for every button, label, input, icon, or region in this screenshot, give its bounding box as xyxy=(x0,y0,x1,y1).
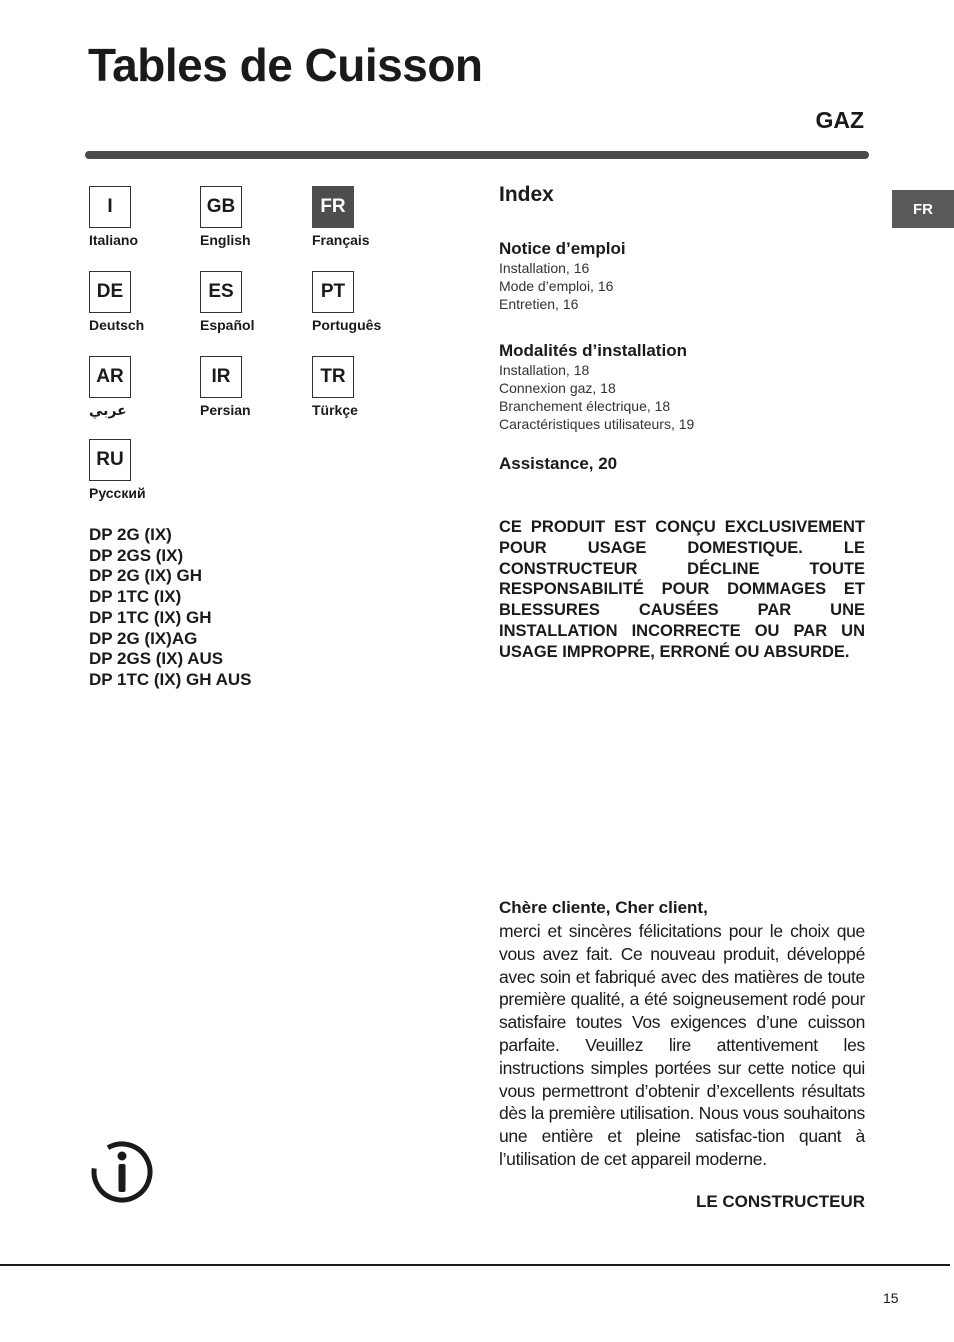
letter-signature: LE CONSTRUCTEUR xyxy=(695,1192,865,1211)
index-entry[interactable]: Installation, 16 xyxy=(499,260,590,276)
letter-body: merci et sincères félicitations pour le choix que vous avez fait. Ce nouveau produit, développé avec soin et fabriqué avec des matières de toute première qualité, a été soigneusement rodé pour satisfaire toutes Vos exigences d’une cuisson parfaite. Veuillez lire attentivement les instructions simples portées sur cette notice qui vous permettront d’obtenir d’excellents résultats dès la première utilisation. Nous vous souhaitons une entière et pleine satisfac-tion quant à l’utilisation de cet appareil moderne. xyxy=(499,921,865,1169)
index-section-title[interactable]: Assistance, 20 xyxy=(499,454,618,473)
language-option-ru[interactable] xyxy=(89,439,189,501)
customer-letter xyxy=(499,898,865,1171)
index-entry[interactable]: Branchement électrique, 18 xyxy=(499,398,671,414)
model-item: DP 1TC (IX) GH AUS xyxy=(89,669,252,689)
language-option-ir[interactable] xyxy=(200,356,300,418)
index-section-title[interactable]: Modalités d’installation xyxy=(499,341,687,360)
current-language-tab: FR xyxy=(892,190,954,228)
language-name: Deutsch xyxy=(89,317,145,333)
index-entry[interactable]: Installation, 18 xyxy=(499,362,590,378)
language-option-tr[interactable] xyxy=(312,356,412,418)
index-section xyxy=(499,239,865,313)
language-option-gb[interactable] xyxy=(200,186,300,248)
language-option-ar[interactable] xyxy=(89,356,189,419)
language-option-pt[interactable] xyxy=(312,271,412,333)
model-item: DP 2GS (IX) AUS xyxy=(89,649,224,669)
language-option-de[interactable] xyxy=(89,271,189,333)
language-name: Türkçe xyxy=(312,402,358,418)
language-code: RU xyxy=(89,439,131,481)
language-code: DE xyxy=(89,271,131,313)
footer-divider xyxy=(0,1264,950,1266)
model-item: DP 2G (IX) GH xyxy=(89,566,203,586)
language-option-es[interactable] xyxy=(200,271,300,333)
product-type: GAZ xyxy=(815,107,864,133)
index-heading: Index xyxy=(499,183,554,206)
language-code: I xyxy=(89,186,131,228)
language-name: Français xyxy=(312,232,370,248)
language-code: FR xyxy=(312,186,354,228)
model-item: DP 2GS (IX) xyxy=(89,545,184,565)
model-item: DP 1TC (IX) xyxy=(89,587,182,607)
language-name: عربي xyxy=(89,402,127,418)
letter-greeting: Chère cliente, Cher client, xyxy=(499,898,708,917)
page-number: 15 xyxy=(883,1290,899,1306)
page-title: Tables de Cuisson xyxy=(88,39,483,91)
header-divider xyxy=(85,151,869,159)
language-code: PT xyxy=(312,271,354,313)
index-section xyxy=(499,341,865,433)
warning-notice: CE PRODUIT EST CONÇU EXCLUSIVEMENT POUR USAGE DOMESTIQUE. LE CONSTRUCTEUR DÉCLINE TOUTE RESPONSABILITÉ POUR DOMMAGES ET BLESSURES CAUSÉES PAR UNE INSTALLATION INCORRECTE OU PAR UN USAGE IMPROPRE, ERRONÉ OU ABSURDE. xyxy=(499,518,865,661)
language-code: ES xyxy=(200,271,242,313)
index-section-title[interactable]: Notice d’emploi xyxy=(499,239,626,258)
language-name: Português xyxy=(312,317,382,333)
language-name: Italiano xyxy=(89,232,139,248)
index-entry[interactable]: Mode d’emploi, 16 xyxy=(499,278,614,294)
model-item: DP 2G (IX) xyxy=(89,525,172,544)
index-entry[interactable]: Entretien, 16 xyxy=(499,296,579,312)
language-option-fr[interactable] xyxy=(312,186,412,248)
index-entry[interactable]: Connexion gaz, 18 xyxy=(499,380,616,396)
language-code: IR xyxy=(200,356,242,398)
model-item: DP 2G (IX)AG xyxy=(89,628,198,648)
index-entry[interactable]: Caractéristiques utilisateurs, 19 xyxy=(499,416,695,432)
model-list xyxy=(89,525,251,691)
language-name: Español xyxy=(200,317,255,333)
indesit-logo-icon xyxy=(90,1140,154,1204)
brand-logo xyxy=(90,1140,164,1204)
language-name: English xyxy=(200,232,251,248)
language-code: GB xyxy=(200,186,242,228)
index-column xyxy=(499,183,865,473)
index-section xyxy=(499,454,865,474)
language-option-i[interactable] xyxy=(89,186,189,248)
model-item: DP 1TC (IX) GH xyxy=(89,607,212,627)
language-name: Persian xyxy=(200,402,251,418)
language-name: Русский xyxy=(89,485,146,501)
language-code: TR xyxy=(312,356,354,398)
language-code: AR xyxy=(89,356,131,398)
